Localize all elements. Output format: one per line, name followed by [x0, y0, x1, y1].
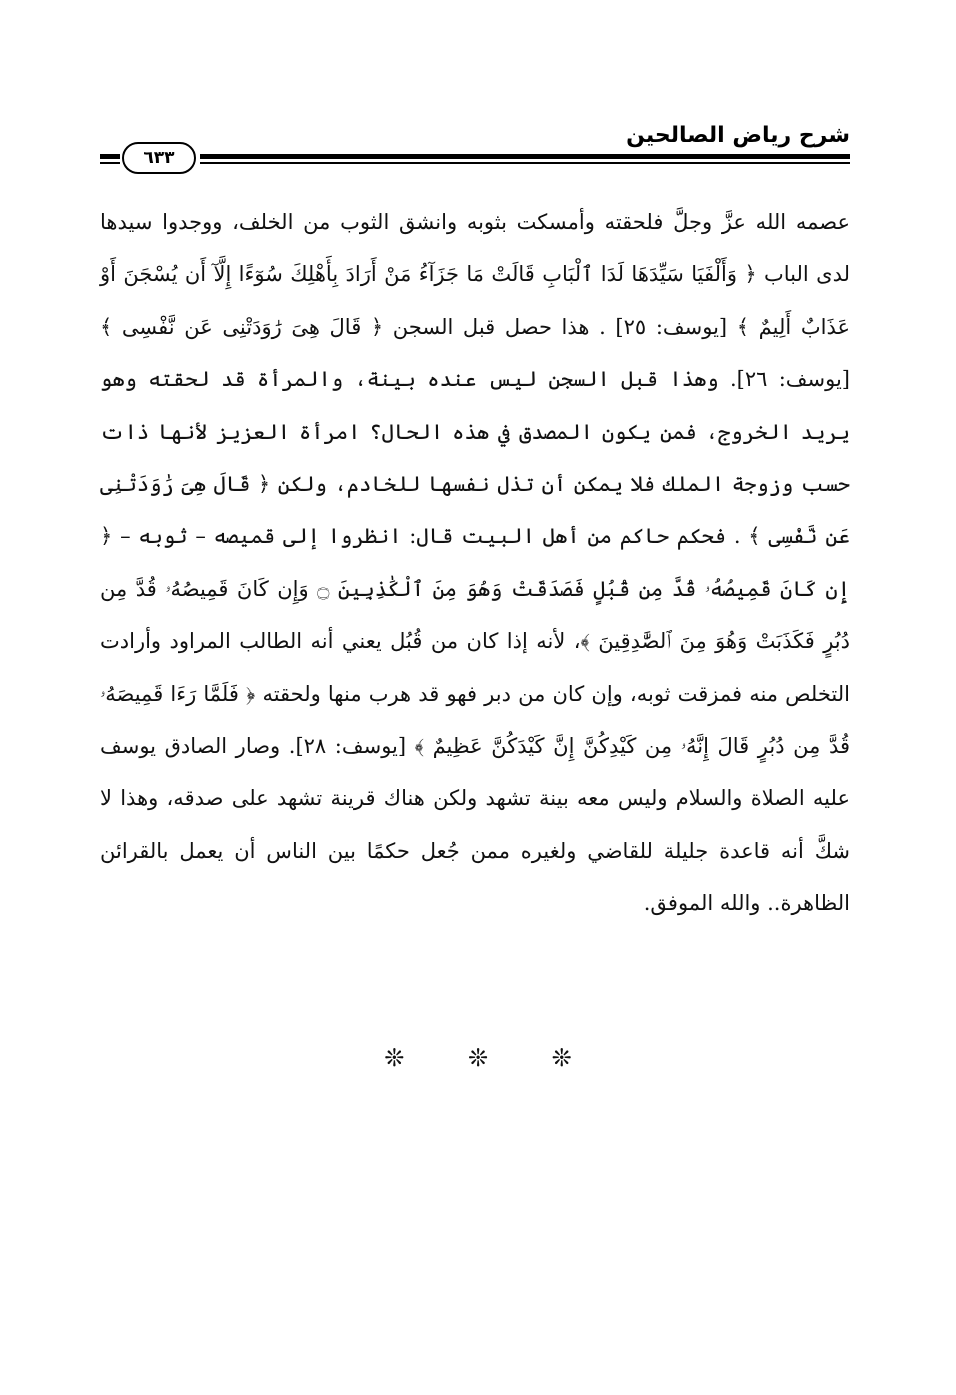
header-rule-left-stub [100, 154, 120, 159]
book-title: شرح رياض الصالحين [626, 123, 850, 148]
header-rule-thin [200, 162, 850, 164]
page-number: ٦٣٣ [122, 142, 196, 174]
body-text [100, 196, 850, 930]
header-rule-thick [200, 154, 850, 159]
header-rule-left-stub-thin [100, 162, 120, 164]
section-separator: ❊ ❊ ❊ [384, 1044, 600, 1072]
main-paragraph: عصمه الله عزَّ وجلَّ فلحقته وأمسكت بثوبه وانشق الثوب من الخلف، ووجدوا سيدها لدى الباب ﴿ وَأَلْفَيَا سَيِّدَهَا لَدَا ٱلْبَابِ قَالَتْ مَا جَزَآءُ مَنْ أَرَادَ بِأَهْلِكَ سُوٓءًا إِلَّآ أَن يُسْجَنَ أَوْ عَذَابٌ أَلِيمٌ ﴾ [يوسف: ٢٥] . هذا حصل قبل السجن ﴿ قَالَ هِىَ رَٰوَدَتْنِى عَن نَّفْسِى ﴾ [يوسف: ٢٦]. وهذا قبل السجن ليس عنده بينة، والمرأة قد لحقته وهو يريد الخروج، فمن يكون المصدق في هذه الحال؟ امرأة العزيز لأنها ذات حسب وزوجة الملك فلا يمكن أن تذل نفسها للخادم، ولكن ﴿ قَالَ هِىَ رَٰوَدَتْنِى عَن نَّفْسِى ﴾ . فحكم حاكم من أهل البيت قال: انظروا إلى قميصه – ثوبه – ﴿ إِن كَانَ قَمِيصُهُۥ قُدَّ مِن قُبُلٍ فَصَدَقَتْ وَهُوَ مِنَ ٱلْكَٰذِبِينَ ۝ وَإِن كَانَ قَمِيصُهُۥ قُدَّ مِن دُبُرٍ فَكَذَبَتْ وَهُوَ مِنَ ٱلصَّٰدِقِينَ ﴾، لأنه إذا كان من قُبُل يعني أنه الطالب المراود وأرادت التخلص منه فمزقت ثوبه، وإن كان من دبر فهو قد هرب منها ولحقته ﴿ فَلَمَّا رَءَا قَمِيصَهُۥ قُدَّ مِن دُبُرٍ قَالَ إِنَّهُۥ مِن كَيْدِكُنَّ إِنَّ كَيْدَكُنَّ عَظِيمٌ ﴾ [يوسف: ٢٨]. وصار الصادق يوسف عليه الصلاة والسلام وليس معه بينة تشهد ولكن هناك قرينة تشهد على صدقه، وهذا لا شكَّ أنه قاعدة جليلة للقاضي ولغيره ممن جُعل حكمًا بين الناس أن يعمل بالقرائن الظاهرة.. والله الموفق. [100, 210, 851, 916]
page-header [100, 108, 850, 178]
